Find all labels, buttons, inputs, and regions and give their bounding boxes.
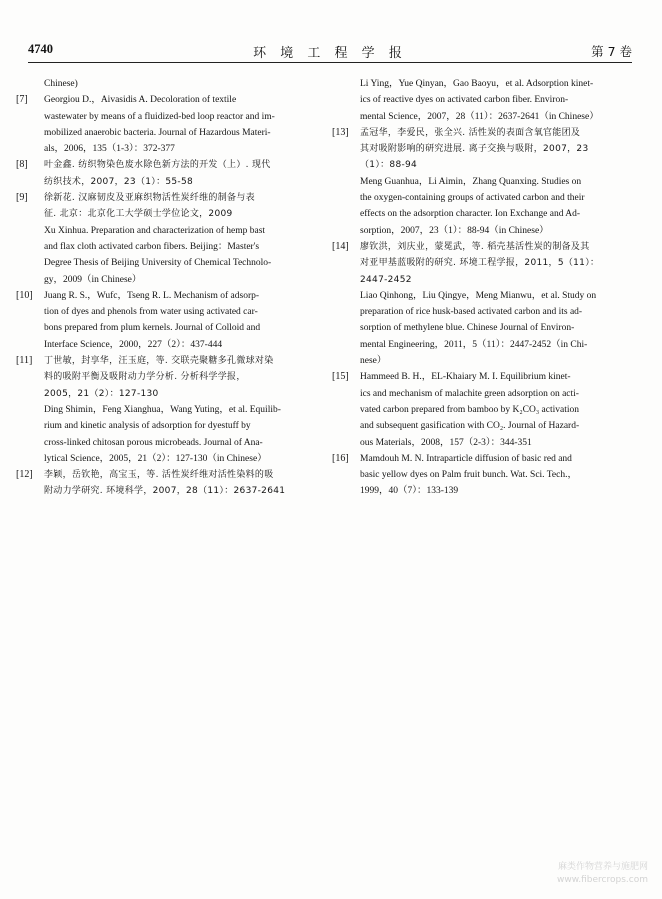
- reference-line: tion of dyes and phenols from water using activated car-: [44, 307, 258, 318]
- reference-line: and flax cloth activated carbon fibers. Beijing：Master's: [44, 241, 260, 252]
- reference-line: sorption of methylene blue. Chinese Journal of Environ-: [360, 323, 575, 334]
- reference-line: 对亚甲基蓝吸附的研究. 环境工程学报，2011，5（11）：: [360, 258, 600, 269]
- reference-line: （1）：88-94: [360, 160, 418, 171]
- reference-line: the oxygen-containing groups of activated carbon and their: [360, 193, 585, 204]
- reference-entry: [360, 76, 634, 125]
- reference-line: Ding Shimin，Feng Xianghua，Wang Yuting，et al. Equilib-: [44, 404, 281, 415]
- reference-entry: [16, 288, 320, 353]
- reference-line: ics and mechanism of malachite green adsorption on acti-: [360, 388, 579, 399]
- reference-number: [13]: [332, 126, 349, 138]
- reference-line: and subsequent gasification with CO₂. Journal of Hazard-: [360, 421, 580, 432]
- reference-line: Li Ying，Yue Qinyan，Gao Baoyu，et al. Adsorption kinet-: [360, 79, 594, 89]
- reference-line: Chinese): [44, 79, 78, 89]
- reference-line: 孟冠华，李爱民，张全兴. 活性炭的表面含氧官能团及: [360, 127, 581, 138]
- reference-entry: [44, 402, 320, 467]
- reference-line: basic yellow dyes on Palm fruit bunch. Wat. Sci. Tech.，: [360, 470, 577, 481]
- reference-number: [11]: [16, 355, 33, 367]
- page-header: [28, 40, 632, 63]
- reference-entry: [16, 157, 320, 190]
- reference-line: 2447-2452: [360, 274, 412, 285]
- reference-entry: [332, 369, 634, 450]
- reference-number: [14]: [332, 240, 349, 252]
- reference-line: Degree Thesis of Beijing University of Chemical Technolo-: [44, 258, 272, 269]
- reference-line: ics of reactive dyes on activated carbon fiber. Environ-: [360, 95, 569, 106]
- reference-line: Meng Guanhua，Li Aimin，Zhang Quanxing. Studies on: [360, 176, 582, 187]
- reference-line: mental Engineering，2011，5（11）：2447-2452（in Chi-: [360, 339, 588, 350]
- reference-line: als，2006，135（1-3）：372-377: [44, 144, 175, 155]
- reference-line: cross-linked chitosan porous microbeads. Journal of Ana-: [44, 437, 263, 448]
- reference-line: preparation of rice husk-based activated carbon and its ad-: [360, 307, 583, 318]
- reference-entry: [332, 125, 634, 174]
- reference-line: 叶金鑫. 纺织物染色废水除色新方法的开发（上）. 现代: [44, 160, 271, 171]
- reference-column-left: [16, 76, 320, 500]
- reference-line: vated carbon prepared from bamboo by K₂CO₃ activation: [360, 404, 579, 415]
- page-number: 4740: [28, 42, 53, 56]
- watermark-site-name: 麻类作物营养与施肥网: [557, 862, 648, 872]
- reference-line: Juang R. S.，Wufc，Tseng R. L. Mechanism of adsorp-: [44, 290, 260, 301]
- reference-line: Interface Science，2000，227（2）：437-444: [44, 339, 223, 350]
- reference-number: [10]: [16, 289, 33, 301]
- reference-entry: [16, 467, 320, 500]
- reference-entry: [44, 223, 320, 288]
- reference-line: Hammeed B. H.，EL-Khaiary M. I. Equilibrium kinet-: [360, 372, 571, 383]
- reference-line: rium and kinetic analysis of adsorption for dyestuff by: [44, 421, 251, 432]
- reference-line: 纺织技术，2007，23（1）：55-58: [44, 176, 194, 187]
- reference-number: [16]: [332, 452, 349, 464]
- reference-entry: [44, 76, 320, 92]
- reference-line: Xu Xinhua. Preparation and characterization of hemp bast: [44, 225, 266, 236]
- reference-line: 廖钦洪，刘庆业，蒙冕武，等. 稻壳基活性炭的制备及其: [360, 241, 590, 252]
- reference-line: 徐新花. 汉麻韧皮及亚麻织物活性炭纤维的制备与表: [44, 193, 255, 204]
- reference-entry: [332, 451, 634, 500]
- journal-title: 环 境 工 程 学 报: [253, 46, 407, 61]
- reference-number: [8]: [16, 159, 28, 171]
- reference-line: Liao Qinhong，Liu Qingye，Meng Mianwu，et al. Study on: [360, 290, 597, 301]
- reference-line: mobilized anaerobic bacteria. Journal of Hazardous Materi-: [44, 127, 271, 138]
- watermark-url: www.fibercrops.com: [557, 875, 648, 885]
- reference-entry: [16, 190, 320, 223]
- reference-entry: [360, 288, 634, 369]
- reference-line: sorption，2007，23（1）：88-94（in Chinese）: [360, 225, 549, 236]
- reference-line: nese）: [360, 356, 387, 367]
- reference-entry: [16, 92, 320, 157]
- reference-entry: [360, 174, 634, 239]
- reference-entry: [16, 353, 320, 402]
- volume-label: 第 7 卷: [591, 44, 632, 59]
- reference-entry: [332, 239, 634, 288]
- reference-line: Georgiou D.，Aivasidis A. Decoloration of textile: [44, 95, 237, 106]
- reference-line: 其对吸附影响的研究进展. 离子交换与吸附，2007，23: [360, 144, 589, 155]
- reference-line: wastewater by means of a fluidized-bed loop reactor and im-: [44, 111, 275, 122]
- reference-line: 1999，40（7）：133-139: [360, 486, 459, 497]
- reference-line: 征. 北京：北京化工大学硕士学位论文，2009: [44, 209, 233, 220]
- reference-line: 附动力学研究. 环境科学，2007，28（11）：2637-2641: [44, 486, 286, 497]
- watermark: [557, 861, 648, 887]
- reference-line: lytical Science，2005，21（2）：127-130（in Chinese）: [44, 453, 267, 464]
- reference-number: [15]: [332, 371, 349, 383]
- reference-line: mental Science，2007，28（11）：2637-2641（in Chinese）: [360, 111, 599, 122]
- reference-number: [7]: [16, 94, 28, 106]
- reference-line: Mamdouh M. N. Intraparticle diffusion of basic red and: [360, 453, 572, 464]
- reference-line: effects on the adsorption character. Ion Exchange and Ad-: [360, 209, 581, 220]
- reference-line: bons prepared from plum kernels. Journal of Colloid and: [44, 323, 261, 334]
- reference-line: ous Materials，2008，157（2-3）：344-351: [360, 437, 532, 448]
- reference-number: [9]: [16, 192, 28, 204]
- reference-column-right: [332, 76, 634, 500]
- reference-line: gy，2009（in Chinese）: [44, 274, 142, 285]
- reference-line: 丁世敏，封享华，汪玉庭，等. 交联壳聚糖多孔微球对染: [44, 356, 274, 367]
- reference-number: [12]: [16, 469, 33, 481]
- reference-line: 2005，21（2）：127-130: [44, 388, 159, 399]
- reference-line: 李颖，岳钦艳，高宝玉，等. 活性炭纤维对活性染料的吸: [44, 470, 274, 481]
- reference-line: 料的吸附平衡及吸附动力学分析. 分析科学学报，: [44, 372, 246, 383]
